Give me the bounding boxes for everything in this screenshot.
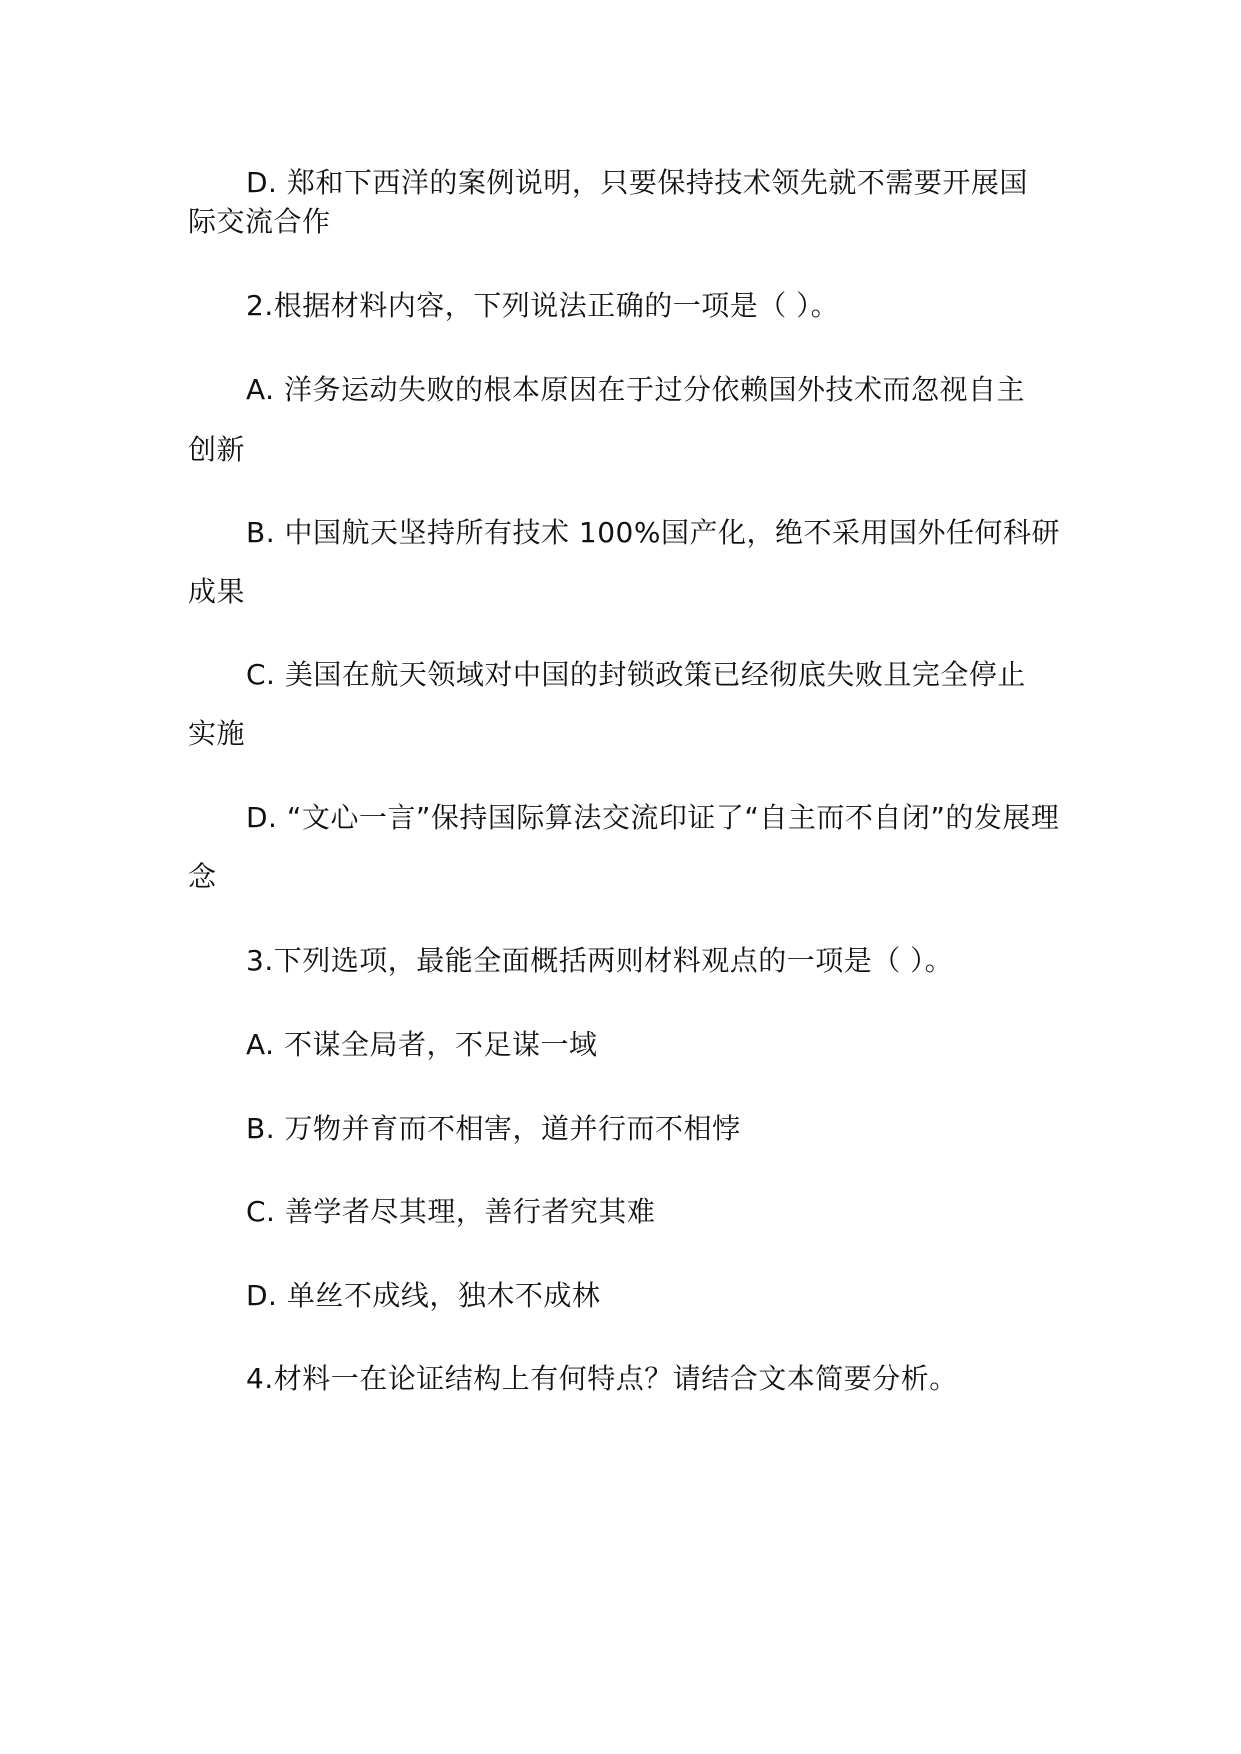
q2-option-d-line1: D. “文心一言”保持国际算法交流印证了“自主而不自闭”的发展理 xyxy=(246,801,1060,834)
q2-option-c-line1: C. 美国在航天领域对中国的封锁政策已经彻底失败且完全停止 xyxy=(246,658,1026,691)
q2-option-c-line2: 实施 xyxy=(188,717,246,750)
q2-option-a-line2: 创新 xyxy=(188,433,246,466)
q2-option-d-line2: 念 xyxy=(188,860,217,893)
q3-option-d: D. 单丝不成线，独木不成林 xyxy=(246,1279,601,1312)
q3-option-c: C. 善学者尽其理，善行者究其难 xyxy=(246,1195,656,1228)
q1-option-d-line1: D. 郑和下西洋的案例说明，只要保持技术领先就不需要开展国 xyxy=(246,166,1028,199)
q3-stem: 3.下列选项，最能全面概括两则材料观点的一项是（ ）。 xyxy=(246,944,954,977)
q4-stem: 4.材料一在论证结构上有何特点？请结合文本简要分析。 xyxy=(246,1362,958,1395)
q2-option-b-line1: B. 中国航天坚持所有技术 100%国产化，绝不采用国外任何科研 xyxy=(246,516,1060,549)
q3-option-a: A. 不谋全局者，不足谋一域 xyxy=(246,1028,598,1061)
q2-option-a-line1: A. 洋务运动失败的根本原因在于过分依赖国外技术而忽视自主 xyxy=(246,373,1025,406)
q2-option-b-line2: 成果 xyxy=(188,575,246,608)
q3-option-b: B. 万物并育而不相害，道并行而不相悖 xyxy=(246,1112,741,1145)
q1-option-d-line2: 际交流合作 xyxy=(188,205,331,238)
q2-stem: 2.根据材料内容，下列说法正确的一项是（ ）。 xyxy=(246,289,840,322)
